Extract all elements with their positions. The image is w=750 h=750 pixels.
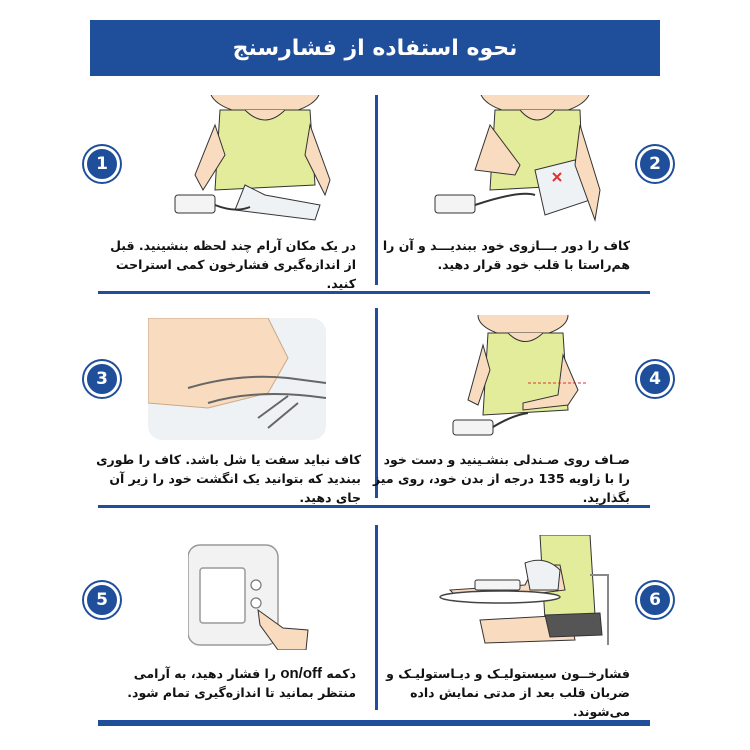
step-4-illustration: [448, 315, 598, 440]
page-title: نحوه استفاده از فشارسنج: [90, 20, 660, 76]
step-5-text-before: دکمه: [326, 666, 356, 681]
step-6-badge: 6: [637, 582, 673, 618]
step-4-caption: صـاف روی صـندلی بنشـینید و دست خود را با زاویه 135 درجه از بدن خود، روی میز بگذارید.: [373, 452, 630, 505]
step-6-caption: فشارخــون سیستولیـک و دیـاستولیـک و ضربان قلب بعد از مدتی نمایش داده می‌شوند.: [386, 666, 630, 719]
step-2-illustration: [425, 95, 605, 230]
step-6-illustration: [430, 535, 610, 655]
step-1-caption: در یک مکان آرام چند لحظه بنشینید. قبل از اندازه‌گیری فشارخون کمی استراحت کنید.: [110, 238, 356, 291]
step-2-caption: کاف را دور بـــازوی خود ببندیـــد و آن را هم‌راستا با قلب خود قرار دهید.: [382, 238, 630, 272]
step-5-caption: [96, 664, 356, 702]
step-4-badge: 4: [637, 361, 673, 397]
step-5-text-after: را فشار دهید، به آرامی منتظر بمانید تا اندازه‌گیری تمام شود.: [127, 666, 356, 700]
step-5-illustration: [188, 540, 313, 650]
step-3-illustration: [148, 318, 326, 440]
step-1-illustration: [165, 95, 335, 230]
on-off-button-label: on/off: [280, 665, 322, 682]
step-2-badge: 2: [637, 146, 673, 182]
step-3-badge: 3: [84, 361, 120, 397]
step-1-badge: 1: [84, 146, 120, 182]
step-3-caption: کاف نباید سفت یا شل باشد. کاف را طوری ببندید که بتوانید یک انگشت خود را زیر آن جای دهید.: [96, 452, 361, 505]
step-5-badge: 5: [84, 582, 120, 618]
